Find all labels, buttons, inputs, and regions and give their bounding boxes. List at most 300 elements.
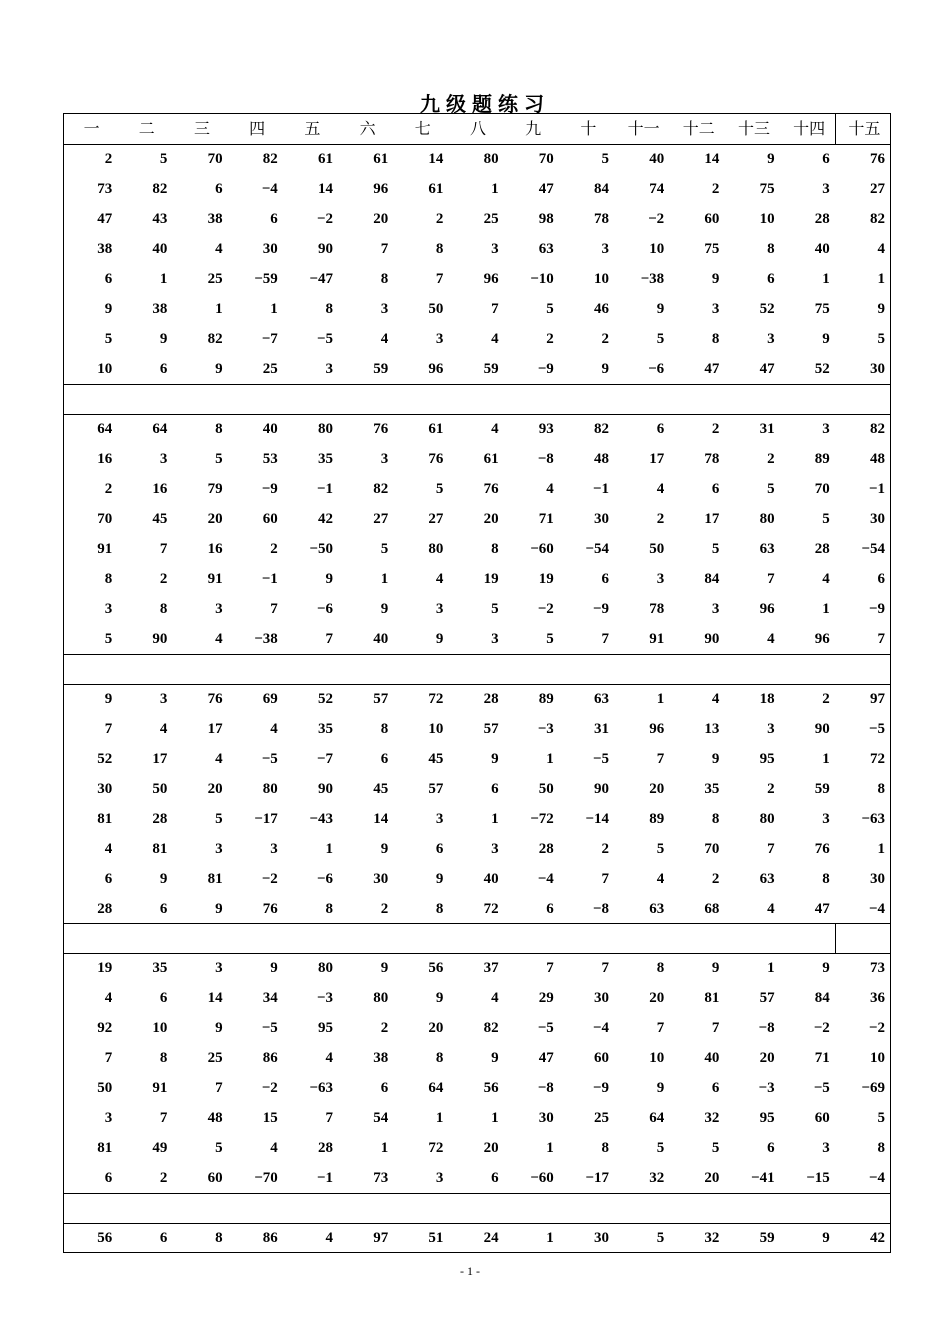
number-cell: 50 [649,541,665,557]
number-cell: 28 [814,541,830,557]
number-cell: 76 [428,451,444,467]
number-cell: 20 [483,1140,499,1156]
table-row [64,174,890,204]
number-cell: 96 [649,721,665,737]
number-cell: 59 [814,781,830,797]
number-cell: 1 [491,811,499,827]
number-cell: 9 [215,901,223,917]
number-cell: −2 [261,871,278,887]
number-cell: 81 [207,871,223,887]
number-cell: −15 [806,1170,830,1186]
number-cell: 60 [593,1050,609,1066]
number-cell: 8 [215,1230,223,1246]
number-cell: 80 [483,151,499,167]
number-cell: 16 [207,541,223,557]
number-cell: 4 [435,571,444,587]
number-cell: 14 [704,151,720,167]
column-header-6: 六 [359,119,376,138]
number-cell: 8 [435,1050,444,1066]
column-header-9: 九 [525,119,542,138]
number-cell: 84 [593,181,609,197]
page-title: 九级题练习 [420,92,550,116]
number-cell: 4 [491,421,499,437]
number-cell: −41 [751,1170,775,1186]
number-cell: 82 [483,1020,499,1036]
number-cell: 35 [317,721,333,737]
number-cell: 4 [877,241,885,257]
number-cell: −9 [592,1080,609,1096]
number-cell: 7 [215,1080,223,1096]
number-cell: 61 [483,451,499,467]
number-cell: 45 [373,781,389,797]
number-cell: 9 [104,691,113,707]
number-cell: 7 [104,721,113,737]
number-cell: 1 [435,1110,444,1126]
table-row [64,594,890,624]
number-cell: 19 [538,571,554,587]
number-cell: 63 [649,901,665,917]
number-cell: 3 [380,301,389,317]
number-cell: 20 [483,511,499,527]
number-cell: 28 [97,901,113,917]
number-cell: 30 [538,1110,554,1126]
number-cell: 9 [215,361,223,377]
number-cell: 7 [767,571,775,587]
number-cell: 20 [649,781,665,797]
problem-block-3 [64,684,890,924]
number-cell: 56 [428,960,444,976]
table-row [64,624,890,654]
number-cell: 61 [428,421,444,437]
number-cell: 6 [767,271,775,287]
number-cell: 3 [104,1110,113,1126]
number-cell: 1 [822,751,830,767]
number-cell: 2 [159,571,168,587]
number-cell: 90 [152,631,168,647]
number-cell: 19 [97,960,113,976]
number-cell: 3 [491,631,499,647]
number-cell: 8 [656,960,665,976]
number-cell: 5 [656,331,665,347]
number-cell: 52 [97,751,113,767]
number-cell: 9 [711,271,720,287]
number-cell: −4 [592,1020,609,1036]
number-cell: −7 [261,331,278,347]
number-cell: 13 [704,721,720,737]
number-cell: −14 [585,811,609,827]
number-cell: 9 [656,1080,665,1096]
number-cell: 3 [711,601,720,617]
number-cell: 3 [601,241,609,257]
number-cell: −9 [537,361,554,377]
number-cell: 80 [262,781,278,797]
number-cell: 7 [546,960,554,976]
number-cell: −1 [592,481,609,497]
number-cell: 3 [822,181,830,197]
column-header-1: 一 [83,119,100,138]
row-separator [64,1193,890,1194]
number-cell: 10 [759,211,775,227]
number-cell: 6 [877,571,885,587]
number-cell: 31 [759,421,775,437]
number-cell: 45 [152,511,168,527]
number-cell: −5 [537,1020,554,1036]
number-cell: 48 [593,451,609,467]
number-cell: 3 [767,721,775,737]
number-cell: 30 [373,871,389,887]
number-cell: 95 [317,1020,333,1036]
number-cell: 74 [649,181,665,197]
number-cell: 5 [215,1140,223,1156]
number-cell: 7 [601,871,609,887]
number-cell: 6 [822,151,830,167]
number-cell: 3 [822,421,830,437]
number-cell: 51 [428,1230,444,1246]
number-cell: 28 [152,811,168,827]
number-cell: 64 [649,1110,665,1126]
number-cell: 1 [491,181,499,197]
number-cell: 91 [649,631,665,647]
number-cell: −38 [254,631,278,647]
number-cell: 5 [491,601,499,617]
number-cell: 72 [869,751,885,767]
column-header-11: 十一 [627,119,660,138]
number-cell: 4 [215,241,223,257]
number-cell: 2 [822,691,830,707]
number-cell: −4 [868,901,885,917]
number-cell: 3 [767,331,775,347]
number-cell: 8 [215,421,223,437]
number-cell: 95 [759,1110,775,1126]
number-cell: 30 [869,511,885,527]
number-cell: −8 [592,901,609,917]
number-cell: 16 [97,451,113,467]
number-cell: 89 [649,811,665,827]
number-cell: 30 [97,781,113,797]
number-cell: 2 [270,541,278,557]
number-cell: 8 [767,241,775,257]
number-cell: 50 [152,781,168,797]
number-cell: 90 [814,721,830,737]
number-cell: 14 [373,811,389,827]
number-cell: 9 [711,960,720,976]
number-cell: 70 [704,841,720,857]
number-cell: 36 [869,990,885,1006]
number-cell: 18 [759,691,775,707]
number-cell: 8 [877,1140,885,1156]
number-cell: 1 [325,841,333,857]
number-cell: 1 [491,1110,499,1126]
column-header-row [64,114,890,144]
number-cell: 25 [483,211,499,227]
number-cell: 70 [97,511,113,527]
number-cell: 81 [704,990,720,1006]
number-cell: 47 [704,361,720,377]
number-cell: 14 [317,181,333,197]
number-cell: −3 [316,990,333,1006]
number-cell: 34 [262,990,278,1006]
table-row [64,1163,890,1193]
table-row [64,894,890,924]
number-cell: 52 [317,691,333,707]
table-row [64,774,890,804]
number-cell: −17 [585,1170,609,1186]
number-cell: 38 [373,1050,389,1066]
number-cell: 7 [767,841,775,857]
table-row [64,504,890,534]
number-cell: 92 [97,1020,113,1036]
number-cell: 4 [711,691,720,707]
number-cell: −2 [261,1080,278,1096]
number-cell: 7 [491,301,499,317]
number-cell: 59 [483,361,499,377]
number-cell: 75 [759,181,775,197]
table-row [64,204,890,234]
number-cell: 10 [97,361,113,377]
number-cell: 61 [373,151,389,167]
number-cell: 2 [711,421,720,437]
number-cell: −5 [261,1020,278,1036]
number-cell: 75 [814,301,830,317]
number-cell: 82 [262,151,278,167]
number-cell: 9 [159,871,168,887]
table-row [64,144,890,174]
problem-block-2 [64,414,890,654]
number-cell: 4 [491,331,499,347]
number-cell: 2 [546,331,554,347]
number-cell: 7 [104,1050,113,1066]
number-cell: 9 [822,1230,830,1246]
number-cell: 3 [104,601,113,617]
number-cell: 25 [593,1110,609,1126]
number-cell: 8 [325,901,333,917]
number-cell: 7 [656,1020,665,1036]
number-cell: −54 [585,541,609,557]
number-cell: 6 [104,1170,113,1186]
number-cell: 63 [759,541,775,557]
number-cell: 4 [104,990,113,1006]
number-cell: 42 [317,511,333,527]
number-cell: 9 [380,960,389,976]
number-cell: 25 [207,1050,223,1066]
number-cell: 80 [759,811,775,827]
column-header-3: 三 [193,119,210,138]
number-cell: 3 [215,841,223,857]
number-cell: 6 [104,871,113,887]
number-cell: 1 [215,301,223,317]
number-cell: 60 [207,1170,223,1186]
practice-table [63,113,891,1253]
number-cell: 7 [380,241,389,257]
number-cell: 80 [317,421,333,437]
number-cell: −47 [309,271,333,287]
number-cell: 3 [822,811,830,827]
number-cell: 81 [97,1140,113,1156]
number-cell: 1 [546,751,554,767]
number-cell: −1 [261,571,278,587]
table-row [64,804,890,834]
number-cell: 8 [159,601,168,617]
number-cell: 6 [546,901,554,917]
number-cell: 8 [822,871,830,887]
number-cell: 1 [546,1140,554,1156]
number-cell: 82 [869,421,885,437]
number-cell: 7 [601,631,609,647]
number-cell: 53 [262,451,278,467]
column-header-4: 四 [249,119,266,138]
number-cell: 7 [601,960,609,976]
number-cell: 40 [373,631,389,647]
number-cell: 2 [104,151,113,167]
number-cell: 9 [491,1050,499,1066]
number-cell: 6 [380,1080,389,1096]
number-cell: 28 [814,211,830,227]
number-cell: 30 [869,871,885,887]
number-cell: 4 [270,1140,278,1156]
number-cell: 72 [428,1140,444,1156]
number-cell: 5 [380,541,389,557]
number-cell: 7 [711,1020,720,1036]
number-cell: 97 [869,691,885,707]
number-cell: 6 [601,571,609,587]
number-cell: 4 [656,481,665,497]
table-row [64,234,890,264]
column-header-5: 五 [304,119,321,138]
number-cell: 76 [483,481,499,497]
number-cell: 1 [380,571,389,587]
number-cell: 9 [159,331,168,347]
number-cell: −59 [254,271,278,287]
number-cell: 97 [373,1230,389,1246]
number-cell: 1 [546,1230,554,1246]
number-cell: 30 [262,241,278,257]
number-cell: 5 [656,1140,665,1156]
table-row [64,294,890,324]
number-cell: 9 [104,301,113,317]
column-header-2: 二 [138,119,155,138]
number-cell: 63 [538,241,554,257]
number-cell: −1 [868,481,885,497]
number-cell: 4 [380,331,389,347]
number-cell: 2 [380,901,389,917]
number-cell: 98 [538,211,554,227]
number-cell: 73 [97,181,113,197]
number-cell: 4 [325,1230,333,1246]
table-row [64,953,890,983]
number-cell: −9 [592,601,609,617]
number-cell: 6 [656,421,665,437]
number-cell: 1 [767,960,775,976]
number-cell: 25 [207,271,223,287]
number-cell: 2 [601,331,609,347]
number-cell: 43 [152,211,168,227]
number-cell: 9 [435,871,444,887]
number-cell: 3 [159,691,168,707]
number-cell: 8 [491,541,499,557]
column-header-10: 十 [580,119,597,138]
number-cell: −4 [261,181,278,197]
number-cell: 2 [380,1020,389,1036]
table-row [64,564,890,594]
number-cell: 20 [428,1020,444,1036]
number-cell: 2 [711,871,720,887]
number-cell: 8 [877,781,885,797]
number-cell: 24 [483,1230,499,1246]
number-cell: 3 [270,841,278,857]
number-cell: 5 [546,631,554,647]
number-cell: 76 [869,151,885,167]
number-cell: 48 [207,1110,223,1126]
number-cell: −5 [813,1080,830,1096]
number-cell: 40 [483,871,499,887]
number-cell: 86 [262,1230,278,1246]
number-cell: 2 [104,481,113,497]
number-cell: 45 [428,751,444,767]
number-cell: 6 [215,181,223,197]
number-cell: 5 [711,1140,720,1156]
number-cell: 32 [704,1230,720,1246]
column-header-7: 七 [414,119,431,138]
number-cell: 1 [159,271,168,287]
page-number: - 1 - [460,1264,480,1278]
column-header-13: 十三 [737,119,770,138]
number-cell: 60 [262,511,278,527]
number-cell: 47 [97,211,113,227]
number-cell: 5 [877,331,885,347]
number-cell: 7 [656,751,665,767]
number-cell: 96 [759,601,775,617]
number-cell: 9 [491,751,499,767]
number-cell: 1 [822,271,830,287]
number-cell: 9 [380,601,389,617]
number-cell: 16 [152,481,168,497]
number-cell: 46 [593,301,609,317]
number-cell: −4 [868,1170,885,1186]
number-cell: 6 [380,751,389,767]
number-cell: 82 [869,211,885,227]
number-cell: 20 [704,1170,720,1186]
number-cell: 9 [822,960,830,976]
number-cell: 4 [767,901,775,917]
number-cell: 82 [207,331,223,347]
number-cell: 2 [656,511,665,527]
number-cell: −8 [537,1080,554,1096]
number-cell: 9 [767,151,775,167]
number-cell: 17 [704,511,720,527]
number-cell: 5 [656,841,665,857]
number-cell: 7 [159,541,168,557]
number-cell: 20 [759,1050,775,1066]
number-cell: 2 [159,1170,168,1186]
number-cell: 3 [215,960,223,976]
number-cell: 64 [428,1080,444,1096]
number-cell: 10 [152,1020,168,1036]
number-cell: 30 [593,511,609,527]
number-cell: 1 [270,301,278,317]
number-cell: −8 [758,1020,775,1036]
blank-row-divider [835,923,836,953]
number-cell: 4 [159,721,168,737]
number-cell: 90 [704,631,720,647]
number-cell: 9 [877,301,885,317]
number-cell: 84 [704,571,720,587]
number-cell: −17 [254,811,278,827]
number-cell: 35 [152,960,168,976]
table-row [64,1223,890,1253]
number-cell: 8 [435,241,444,257]
number-cell: 20 [207,511,223,527]
number-cell: 1 [822,601,830,617]
